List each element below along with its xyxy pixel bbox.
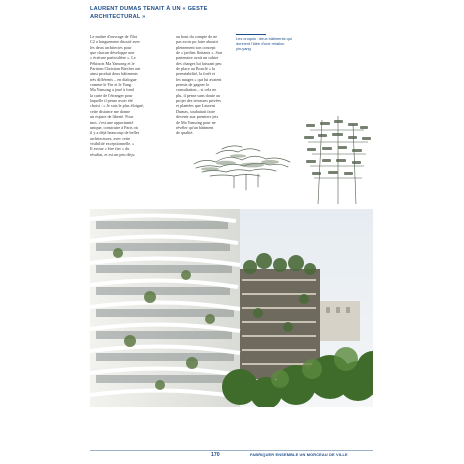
body-column-1: Le maître d'ouvrage de l'îlot C2 a longuement discuté avec les deux architectes pour que chacun développe une « écriture particulière ». Le Pékinois Ma Yansong et le Parisien Christian Biecher ont ainsi produit deux bâtiments très différents – en dialogue comme le Yin et le Yang. Ma Yansong a joué à fond la carte de l'étranger pour laquelle il pense avoir été choisi : « Je suis le plus éloigné, cette distance me donne un espace de liberté. Pour moi, c'est une opportunité unique, construire à Paris où il y a déjà beaucoup de belles architectures, avec cette visibilité exceptionnelle. » Il avoue « être fier » du résultat, et est un peu déçu — [90, 34, 144, 157]
page-number: 170 — [211, 452, 220, 458]
body-column-2: au bout du compte de ne pas avoir pu faire aboutir pleinement son concept de « jardins flottants ». Son partenaire avait un cahier des charges lui laissant peu de place au Bouclé « la perméabilité, la forêt et les nuages » qui lui avaient permis de gagner la consultation – si cela ne plu, il pense sans doute au projet des terrasses privées et plantées que Laurent Dumas, souhaitait faire devenir aux premiers jets de Ma Yansong pour ne révéler qu'un bâtiment de qualité. — [176, 34, 223, 136]
sketch-cloud-drawing — [186, 132, 296, 194]
article-heading: LAURENT DUMAS TENAIT À UN « GESTE ARCHITECTURAL » — [90, 6, 208, 21]
caption-rule — [236, 34, 266, 35]
sketch-caption: Les croquis : deux bâtiments qui donnent l'idée d'une relation yin-yang — [236, 36, 292, 51]
building-rendering — [90, 209, 373, 407]
footer-rule — [90, 450, 373, 451]
section-title: FABRIQUER ENSEMBLE UN MORCEAU DE VILLE — [250, 452, 348, 457]
sketch-tree-drawing — [298, 110, 378, 205]
